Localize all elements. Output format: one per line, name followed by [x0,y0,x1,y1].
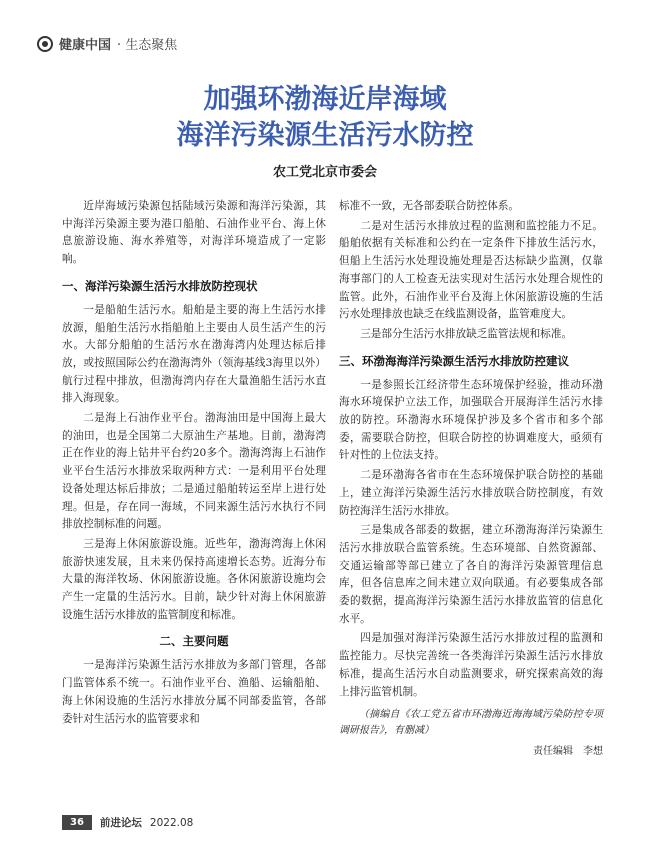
paragraph: 二是海上石油作业平台。渤海油田是中国海上最大的油田，也是全国第二大原油生产基地。目前，渤海湾正在作业的海上钻井平台约20多个。渤海湾海上石油作业平台生活污水排放采取两种方式：一是利用平台处理设备处理达标后排放；二是通过船舶转运至岸上进行处理。但是，存在同一海域，不同来源生活污水执行不同排放控制标准的问题。 [62,412,326,531]
source-note: （摘编自《农工党五省市环渤海近海海域污染防控专项调研报告》，有删减） [339,709,603,737]
paragraph: 一是参照长江经济带生态环境保护经验，推动环渤海水环境保护立法工作，加强联合开展海洋生活污水排放的防控。环渤海水环境保护涉及多个省市和多个部委，需要联合防控，但联合防控的协调难度大，亟须有针对性的上位法支持。 [339,378,603,462]
paragraph: 一是海洋污染源生活污水排放为多部门管理，各部门监管体系不统一。石油作业平台、渔船、运输船舶、海上休闲设施的生活污水排放分属不同部委监管，各部委针对生活污水的监管要求和 [62,659,326,725]
title-line-2: 海洋污染源生活污水防控 [176,120,474,151]
paragraph: 二是环渤海各省市在生态环境保护联合防控的基础上，建立海洋污染源生活污水排放联合防控制度，有效防控海洋生活污水排放。 [339,469,603,517]
editor-credit: 责任编辑 李想 [533,746,603,758]
page-number: 36 [62,815,92,830]
journal-name: 前进论坛 [99,817,142,829]
paragraph: 二是对生活污水排放过程的监测和监控能力不足。船舶依据有关标准和公约在一定条件下排放生活污水，但船上生活污水处理设施处理是否达标缺少监测，仅靠海事部门的人工检查无法实现对生活污水处理合规性的监管。此外，石油作业平台及海上休闲旅游设施的生活污水处理排放也缺乏在线监测设备，监管难度大。 [339,219,603,321]
article-title [0,82,650,154]
page-footer [62,815,193,830]
article-author: 农工党北京市委会 [272,165,377,180]
paragraph: 三是集成各部委的数据，建立环渤海海洋污染源生活污水排放联合监管系统。生态环境部、自然资源部、交通运输部等部已建立了各自的海洋污染源管理信息库，但各信息库之间未建立双向联通。有必要集成各部委的数据，提高海洋污染源生活污水排放监管的信息化水平。 [339,524,603,625]
title-line-1: 加强环渤海近岸海域 [203,84,447,115]
page-header [37,34,177,53]
section-2-heading: 二、主要问题 [159,634,229,649]
issue-number: 2022.08 [149,816,194,829]
intro-paragraph: 近岸海域污染源包括陆域污染源和海洋污染源，其中海洋污染源主要为港口船舶、石油作业平台、海上休息旅游设施、海水养殖等，对海洋环境造成了一定影响。 [62,200,326,266]
paragraph: 四是加强对海洋污染源生活污水排放过程的监测和监控能力。尽快完善统一各类海洋污染源生活污水排放标准，提高生活污水自动监测要求，研究探索高效的海上排污监管机制。 [339,632,603,698]
header-section: · 生态聚焦 [117,38,178,53]
paragraph-continued: 标准不一致，无各部委联合防控体系。 [339,200,520,212]
right-column [339,198,603,761]
left-column [62,198,326,730]
section-1-heading: 一、海洋污染源生活污水排放防控现状 [62,278,258,293]
paragraph: 三是海上休闲旅游设施。近些年，渤海湾海上休闲旅游快速发展，且未来仍保持高速增长态势。近海分布大量的海洋牧场、休闲旅游设施。各休闲旅游设施均会产生一定量的生活污水。目前，缺少针对海上休闲旅游设施生活污水排放的监管制度和标准。 [62,537,326,621]
journal-logo-icon [37,36,53,52]
paragraph: 一是船舶生活污水。船舶是主要的海上生活污水排放源，船舶生活污水指船舶上主要由人员生活产生的污水。大部分船舶的生活污水在渤海湾内处理达标后排放，或按照国际公约在渤海湾外（领海基线3海里以外）航行过程中排放，但渤海湾内存在大量渔船生活污水直排入海现象。 [62,303,326,405]
header-brand: 健康中国 [59,38,112,53]
section-3-heading: 三、环渤海海洋污染源生活污水排放防控建议 [339,353,569,368]
paragraph: 三是部分生活污水排放缺乏监管法规和标准。 [360,327,573,340]
